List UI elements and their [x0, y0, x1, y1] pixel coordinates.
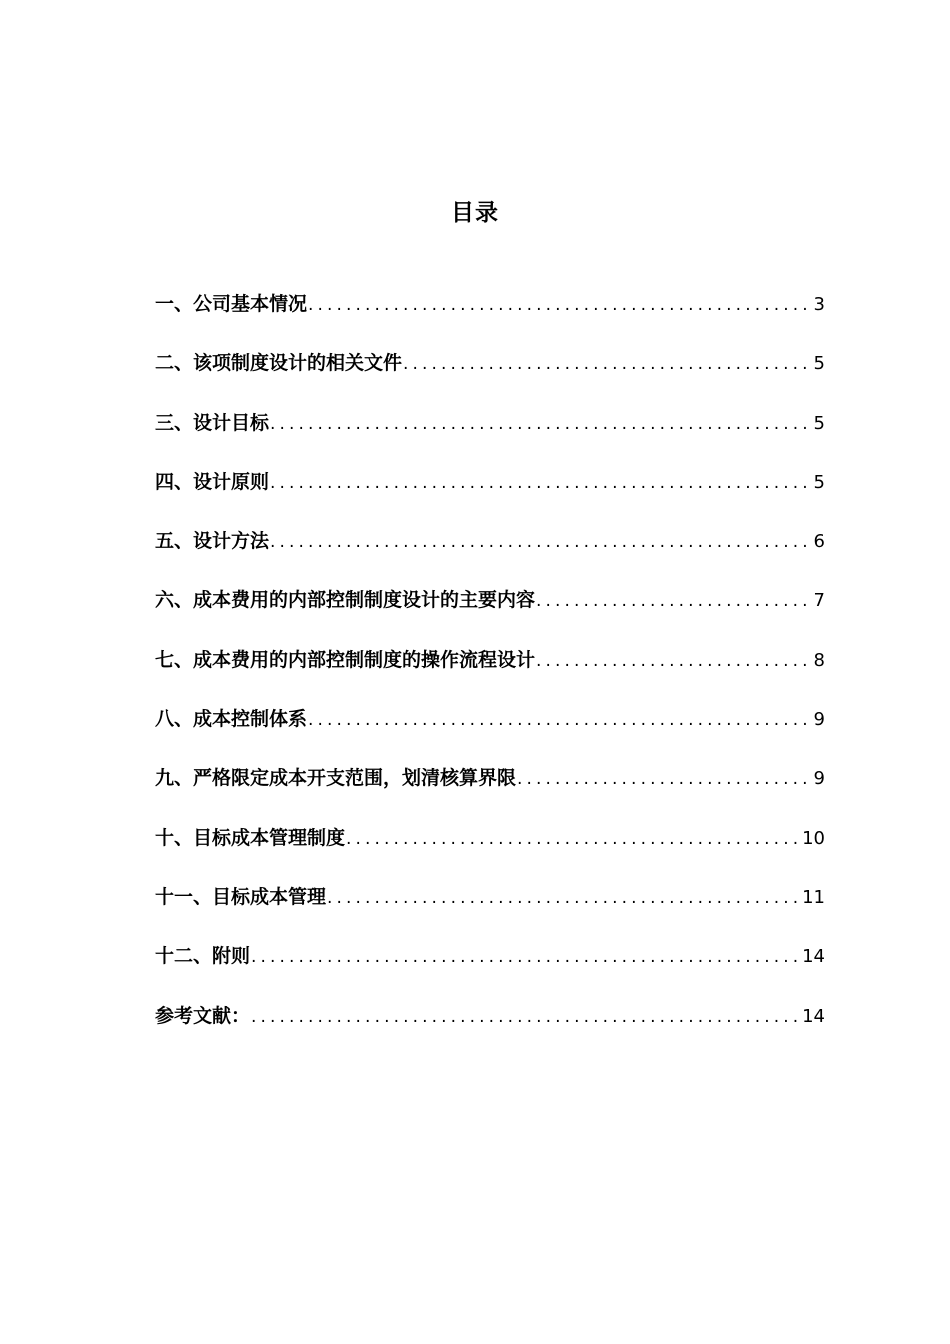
- toc-entry-label: 九、严格限定成本开支范围，划清核算界限: [155, 767, 517, 790]
- toc-entry-label: 一、公司基本情况: [155, 293, 308, 315]
- toc-entry-page: 6: [813, 531, 825, 553]
- toc-dot-leader: [251, 997, 800, 1037]
- toc-dot-leader: [536, 581, 812, 621]
- toc-entry-page: 14: [802, 1005, 825, 1027]
- toc-entry-page: 11: [802, 886, 825, 908]
- toc-entry[interactable]: [155, 462, 825, 521]
- toc-title: 目录: [451, 200, 499, 226]
- toc-entry-page: 14: [802, 946, 825, 968]
- toc-entry[interactable]: [155, 758, 825, 817]
- toc-entry-label: 五、设计方法: [155, 530, 270, 553]
- toc-dot-leader: [346, 819, 800, 859]
- toc-entry-label: 十二、附则: [155, 945, 251, 968]
- toc-entry[interactable]: [155, 818, 825, 877]
- toc-dot-leader: [270, 522, 812, 562]
- toc-dot-leader: [270, 463, 812, 503]
- toc-list: [155, 284, 825, 1055]
- toc-entry-page: 10: [802, 827, 825, 849]
- toc-dot-leader: [536, 641, 812, 681]
- toc-entry-page: 5: [813, 353, 825, 375]
- toc-entry[interactable]: [155, 403, 825, 462]
- toc-entry-label: 十、目标成本管理制度: [155, 826, 346, 849]
- toc-entry-page: 3: [813, 294, 825, 315]
- toc-entry-page: 9: [813, 709, 825, 731]
- toc-entry[interactable]: [155, 284, 825, 343]
- toc-entry[interactable]: [155, 699, 825, 758]
- toc-entry-page: 5: [813, 471, 825, 493]
- toc-entry[interactable]: [155, 877, 825, 936]
- toc-dot-leader: [270, 404, 812, 444]
- toc-entry-label: 十一、目标成本管理: [155, 885, 327, 908]
- toc-dot-leader: [517, 759, 812, 799]
- toc-dot-leader: [308, 285, 812, 325]
- toc-entry-page: 7: [813, 590, 825, 612]
- toc-entry[interactable]: [155, 936, 825, 995]
- toc-dot-leader: [327, 878, 800, 918]
- toc-entry[interactable]: [155, 521, 825, 580]
- toc-entry[interactable]: [155, 640, 825, 699]
- toc-entry-label: 七、成本费用的内部控制制度的操作流程设计: [155, 648, 536, 671]
- toc-entry-page: 8: [813, 649, 825, 671]
- toc-entry-page: 9: [813, 768, 825, 790]
- toc-entry-label: 三、设计目标: [155, 411, 270, 434]
- toc-entry-label: 六、成本费用的内部控制制度设计的主要内容: [155, 589, 536, 612]
- toc-entry-label: 八、成本控制体系: [155, 708, 308, 731]
- toc-entry-label: 二、该项制度设计的相关文件: [155, 352, 403, 375]
- toc-entry[interactable]: [155, 996, 825, 1055]
- toc-dot-leader: [251, 937, 800, 977]
- toc-entry[interactable]: [155, 343, 825, 402]
- toc-dot-leader: [403, 344, 812, 384]
- toc-entry[interactable]: [155, 580, 825, 639]
- toc-entry-label: 参考文献：: [155, 1004, 251, 1027]
- toc-entry-page: 5: [813, 412, 825, 434]
- toc-entry-label: 四、设计原则: [155, 470, 270, 493]
- toc-dot-leader: [308, 700, 812, 740]
